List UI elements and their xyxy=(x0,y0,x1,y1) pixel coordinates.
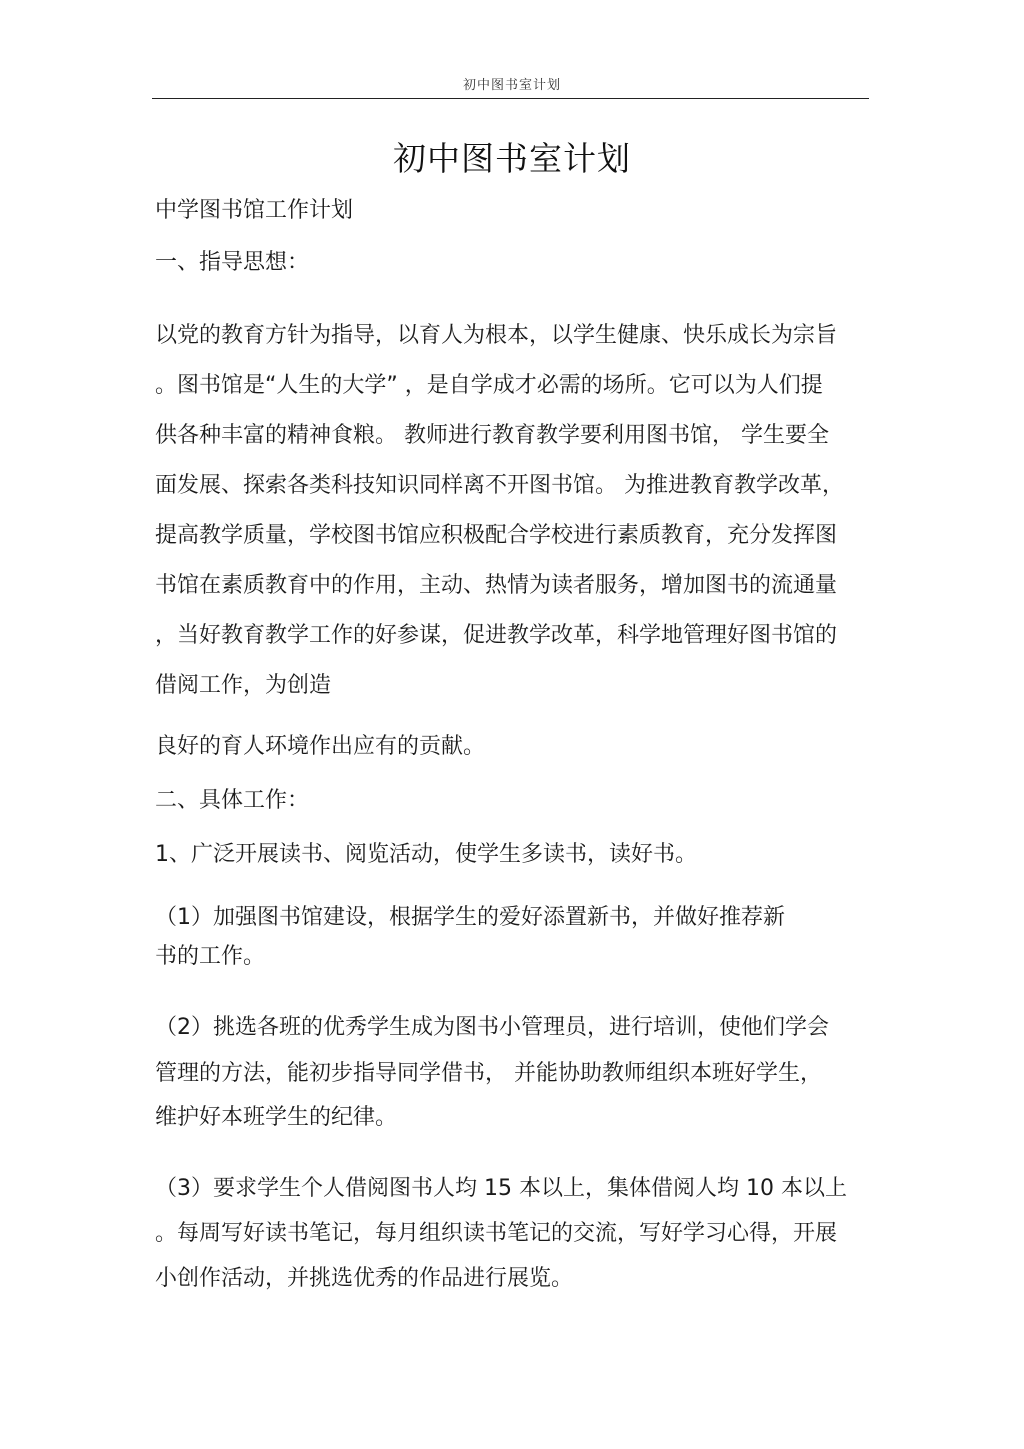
document-title: 初中图书室计划 xyxy=(393,139,631,178)
paragraph-line: 借阅工作，为创造 xyxy=(155,673,332,698)
section2-heading: 二、具体工作： xyxy=(155,788,310,813)
section1-closing: 良好的育人环境作出应有的贡献。 xyxy=(155,734,486,759)
sub-item-line: （1）加强图书馆建设，根据学生的爱好添置新书，并做好推荐新 xyxy=(155,905,785,930)
section1-heading: 一、指导思想： xyxy=(155,250,310,275)
paragraph-line: 提高教学质量，学校图书馆应积极配合学校进行素质教育，充分发挥图 xyxy=(155,523,838,548)
sub-item-line: 书的工作。 xyxy=(155,944,266,969)
header-divider xyxy=(152,98,869,99)
sub-item-line: 管理的方法，能初步指导同学借书， 并能协助教师组织本班好学生， xyxy=(155,1061,822,1086)
sub-item-line: 维护好本班学生的纪律。 xyxy=(155,1105,398,1130)
paragraph-line: 书馆在素质教育中的作用，主动、热情为读者服务，增加图书的流通量 xyxy=(155,573,838,598)
running-header: 初中图书室计划 xyxy=(462,78,561,93)
paragraph-line: 。图书馆是“人生的大学” ，是自学成才必需的场所。它可以为人们提 xyxy=(155,373,823,398)
sub-item-line: 小创作活动，并挑选优秀的作品进行展览。 xyxy=(155,1266,574,1291)
sub-item-line: 。每周写好读书笔记，每月组织读书笔记的交流，写好学习心得，开展 xyxy=(155,1221,838,1246)
sub-item-line: （3）要求学生个人借阅图书人均 15 本以上，集体借阅人均 10 本以上 xyxy=(155,1176,847,1201)
paragraph-line: 供各种丰富的精神食粮。 教师进行教育教学要利用图书馆， 学生要全 xyxy=(155,423,829,448)
item1-heading: 1、广泛开展读书、阅览活动，使学生多读书，读好书。 xyxy=(155,842,697,867)
sub-item-line: （2）挑选各班的优秀学生成为图书小管理员，进行培训，使他们学会 xyxy=(155,1015,829,1040)
paragraph-line: ，当好教育教学工作的好参谋，促进教学改革，科学地管理好图书馆的 xyxy=(155,623,838,648)
document-subtitle: 中学图书馆工作计划 xyxy=(155,198,354,223)
paragraph-line: 面发展、探索各类科技知识同样离不开图书馆。 为推进教育教学改革， xyxy=(155,473,844,498)
paragraph-line: 以党的教育方针为指导，以育人为根本，以学生健康、快乐成长为宗旨 xyxy=(155,323,838,348)
